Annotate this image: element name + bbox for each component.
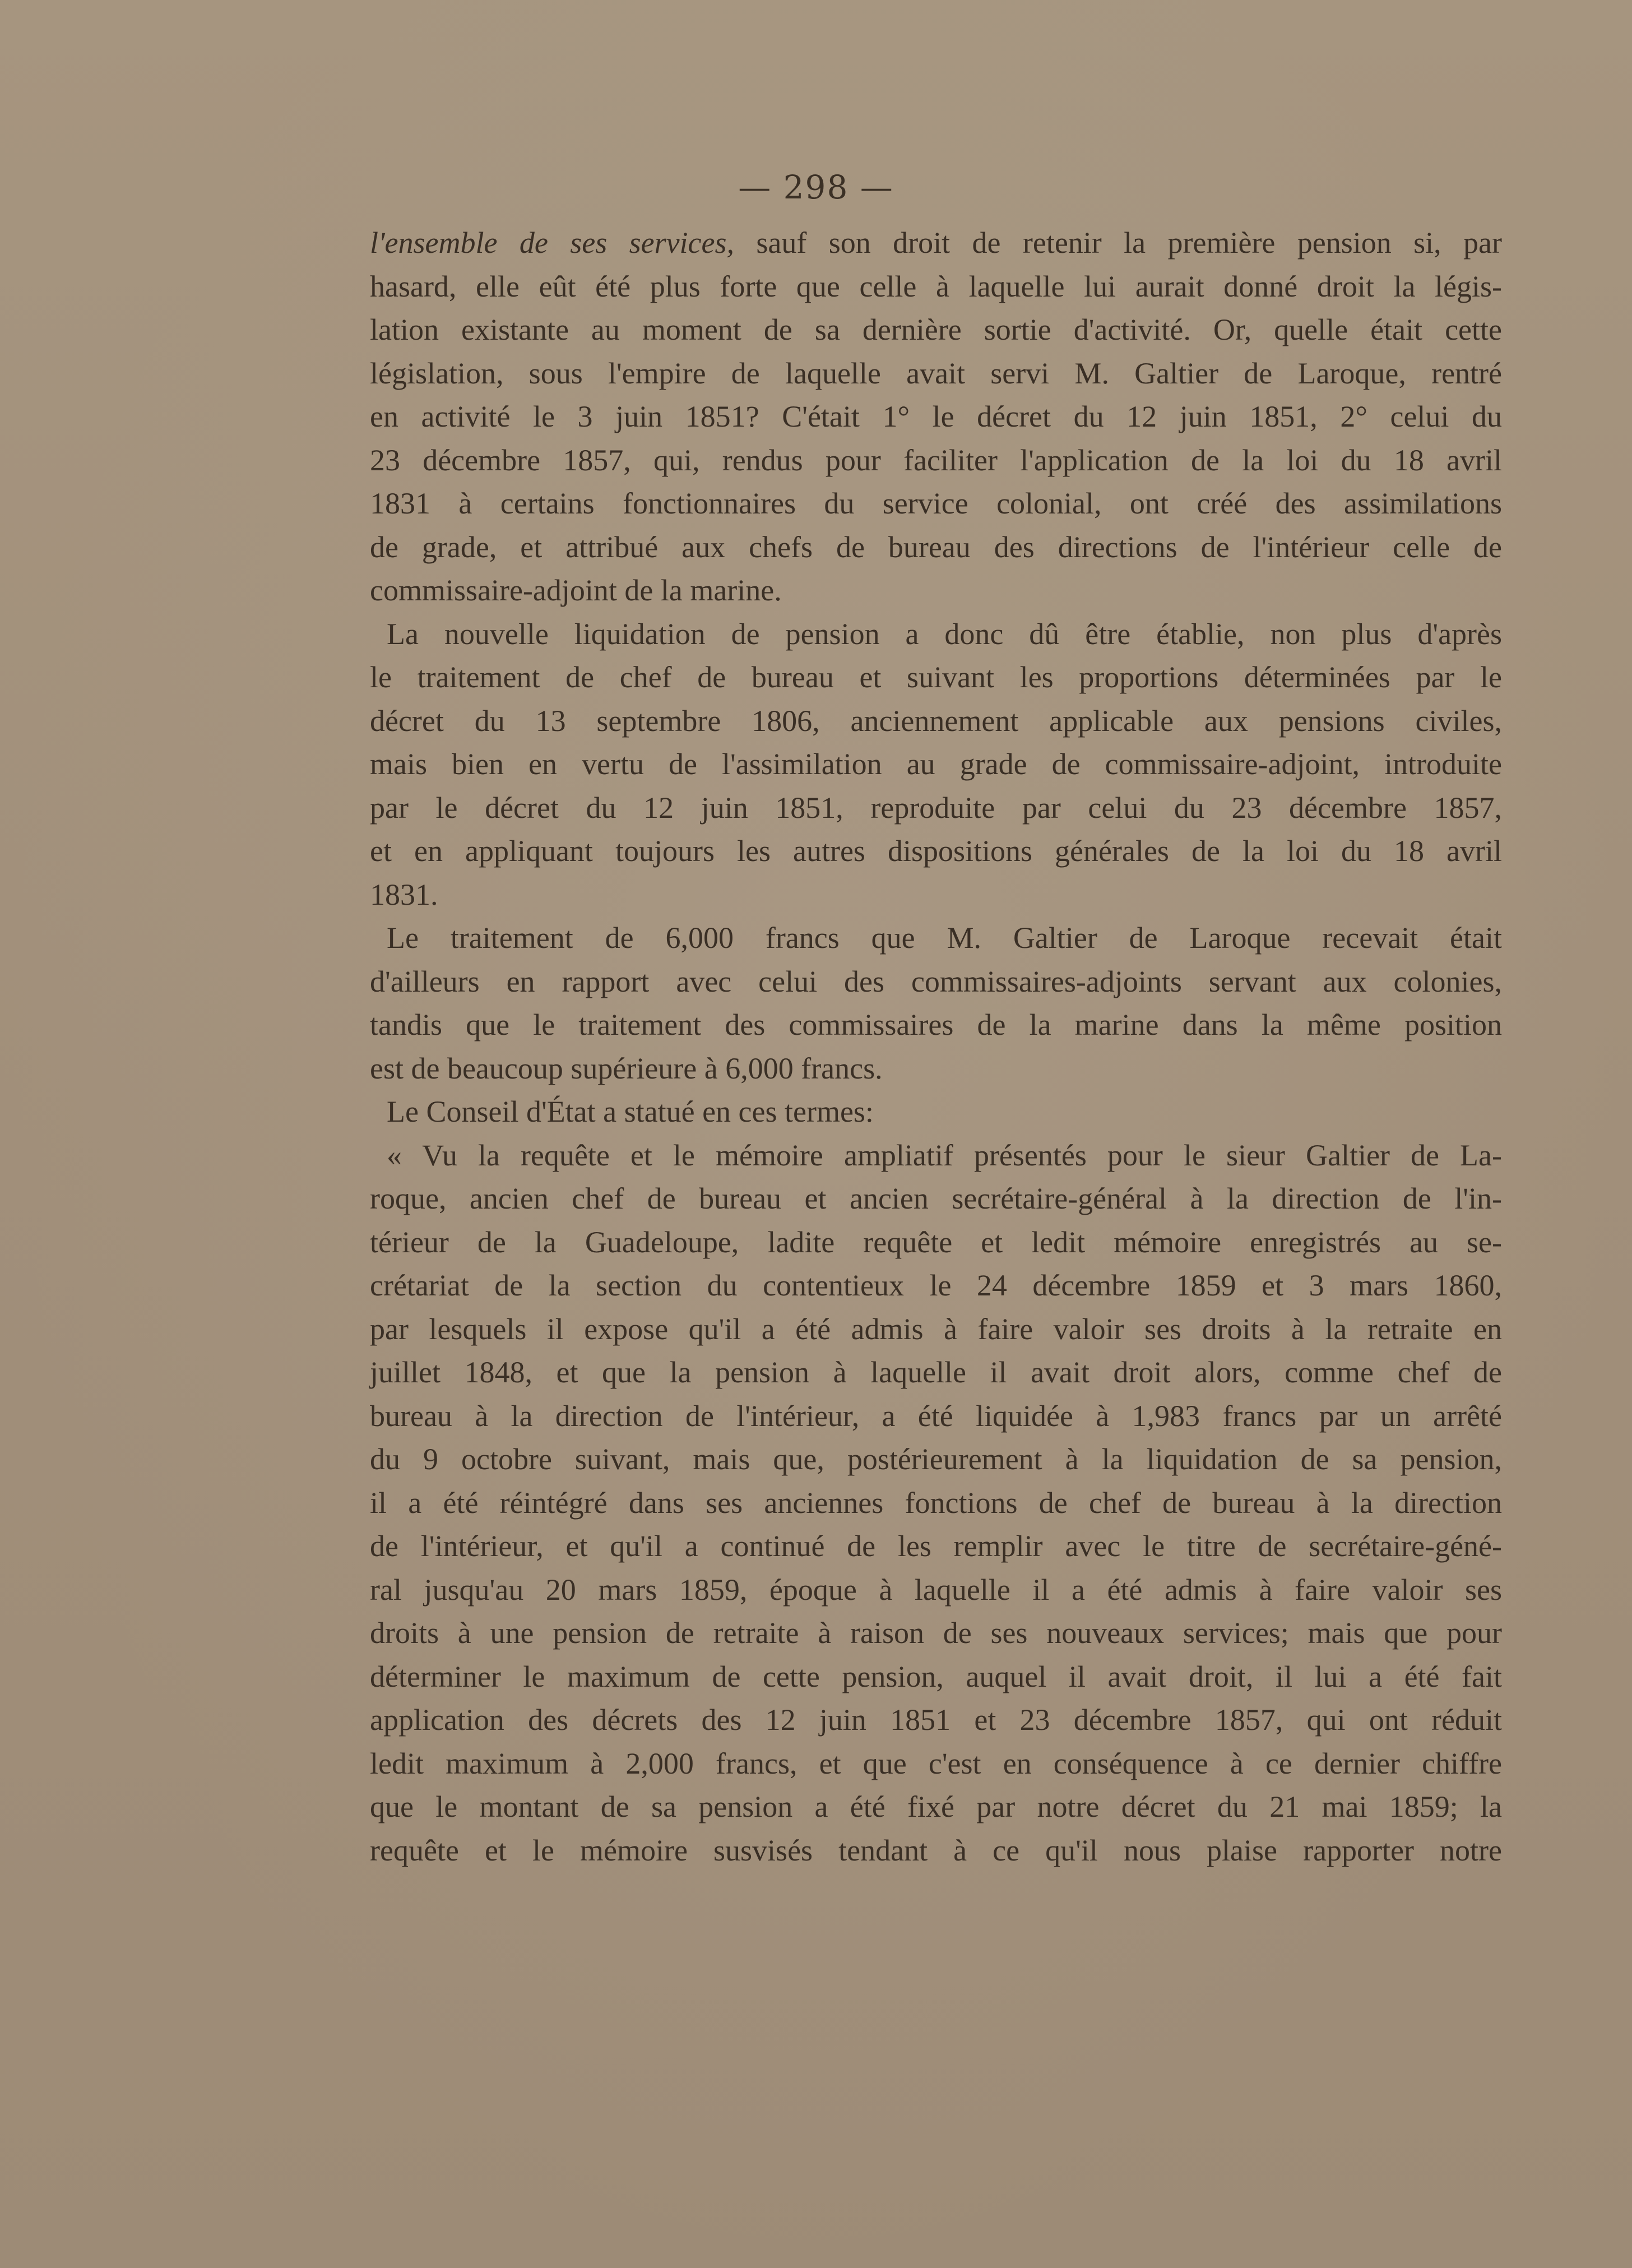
text-line: 23 décembre 1857, qui, rendus pour faciliter l'application de la loi du 18 avril — [370, 443, 1502, 477]
text-line: requête et le mémoire susvisés tendant à ce qu'il nous plaise rapporter notre — [370, 1833, 1502, 1867]
text-line: roque, ancien chef de bureau et ancien secrétaire-général à la direction de l'in- — [370, 1182, 1502, 1215]
text-line — [370, 221, 1502, 265]
text-line: térieur de la Guadeloupe, ladite requête et ledit mémoire enregistrés au se- — [370, 1225, 1502, 1259]
text-line: en activité le 3 juin 1851? C'était 1° le décret du 12 juin 1851, 2° celui du — [370, 400, 1502, 433]
text-line: décret du 13 septembre 1806, anciennement applicable aux pensions civiles, — [370, 703, 1502, 738]
text-line: que le montant de sa pension a été fixé par notre décret du 21 mai 1859; la — [370, 1790, 1502, 1823]
text-line: bureau à la direction de l'intérieur, a été liquidée à 1,983 francs par un arrêté — [370, 1399, 1502, 1433]
text-line: droits à une pension de retraite à raison de ses nouveaux services; mais que pour — [370, 1616, 1502, 1650]
text-line: lation existante au moment de sa dernière sortie d'activité. Or, quelle était cette — [370, 313, 1502, 346]
text-line: « Vu la requête et le mémoire ampliatif présentés pour le sieur Galtier de La- — [387, 1138, 1502, 1172]
text-line: 1831 à certains fonctionnaires du service colonial, ont créé des assimilations — [370, 487, 1502, 520]
text-line: mais bien en vertu de l'assimilation au grade de commissaire-adjoint, introduite — [370, 747, 1502, 781]
text-line: application des décrets des 12 juin 1851 et 23 décembre 1857, qui ont réduit — [370, 1703, 1502, 1737]
text-line: Le Conseil d'État a statué en ces termes: — [387, 1095, 874, 1128]
paragraph-4 — [370, 1090, 1502, 1134]
text-line: hasard, elle eût été plus forte que celle à laquelle lui aurait donné droit la légis- — [370, 269, 1502, 303]
text-span: sauf son droit de retenir la première pension si, par — [734, 226, 1503, 260]
paragraph-2 — [370, 613, 1502, 917]
text-line: tandis que le traitement des commissaires de la marine dans la même position — [370, 1008, 1502, 1042]
text-line: déterminer le maximum de cette pension, auquel il avait droit, il lui a été fait — [370, 1659, 1502, 1693]
text-line: ral jusqu'au 20 mars 1859, époque à laquelle il a été admis à faire valoir ses — [370, 1572, 1502, 1607]
text-line: commissaire-adjoint de la marine. — [370, 573, 782, 607]
text-line: de grade, et attribué aux chefs de bureau des directions de l'intérieur celle de — [370, 530, 1502, 564]
text-line: La nouvelle liquidation de pension a donc dû être établie, non plus d'après — [387, 617, 1502, 651]
text-line: par le décret du 12 juin 1851, reproduite par celui du 23 décembre 1857, — [370, 790, 1502, 825]
italic-phrase: l'ensemble de ses services, — [370, 226, 735, 260]
text-line: il a été réintégré dans ses anciennes fonctions de chef de bureau à la direction — [370, 1485, 1502, 1520]
text-line: d'ailleurs en rapport avec celui des commissaires-adjoints servant aux colonies, — [370, 964, 1502, 998]
text-line: 1831. — [370, 877, 438, 911]
text-line: du 9 octobre suivant, mais que, postérieurement à la liquidation de sa pension, — [370, 1442, 1502, 1476]
paragraph-1 — [370, 221, 1502, 613]
text-line: et en appliquant toujours les autres dispositions générales de la loi du 18 avril — [370, 834, 1502, 868]
text-line: crétariat de la section du contentieux le 24 décembre 1859 et 3 mars 1860, — [370, 1269, 1502, 1302]
text-line: le traitement de chef de bureau et suivant les proportions déterminées par le — [370, 660, 1502, 694]
paragraph-5 — [370, 1134, 1502, 1873]
text-line: Le traitement de 6,000 francs que M. Galtier de Laroque recevait était — [387, 921, 1502, 955]
text-line: juillet 1848, et que la pension à laquelle il avait droit alors, comme chef de — [370, 1355, 1502, 1389]
paragraph-3 — [370, 917, 1502, 1090]
text-line: est de beaucoup supérieure à 6,000 francs. — [370, 1051, 883, 1085]
page-number: — 298 — — [738, 168, 894, 206]
text-line: législation, sous l'empire de laquelle avait servi M. Galtier de Laroque, rentré — [370, 356, 1502, 390]
text-line: de l'intérieur, et qu'il a continué de les remplir avec le titre de secrétaire-géné- — [370, 1529, 1502, 1563]
text-line: ledit maximum à 2,000 francs, et que c'est en conséquence à ce dernier chiffre — [370, 1746, 1502, 1780]
text-line: par lesquels il expose qu'il a été admis à faire valoir ses droits à la retraite en — [370, 1312, 1502, 1346]
body-text — [370, 221, 1502, 1872]
